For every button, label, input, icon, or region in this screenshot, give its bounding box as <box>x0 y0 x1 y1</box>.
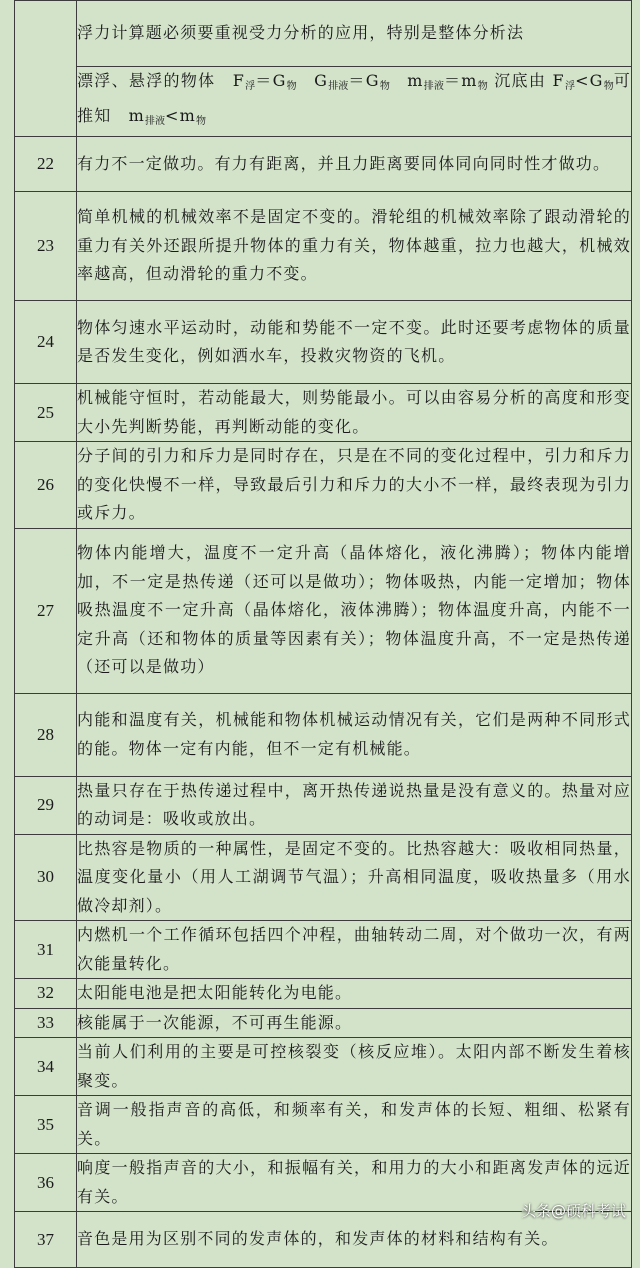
row-number: 25 <box>15 384 77 442</box>
table-row <box>15 693 632 776</box>
row-number: 37 <box>15 1212 77 1268</box>
table-row <box>15 301 632 384</box>
row-number: 28 <box>15 693 77 776</box>
row-number: 32 <box>15 979 77 1009</box>
row-number: 31 <box>15 921 77 979</box>
row-text: 内燃机一个工作循环包括四个冲程，曲轴转动二周，对个做功一次，有两次能量转化。 <box>77 921 632 979</box>
row-number: 26 <box>15 442 77 529</box>
row-text: 核能属于一次能源，不可再生能源。 <box>77 1008 632 1038</box>
buoyancy-formula-text: 漂浮、悬浮的物体 $F_浮=G_物$ $G_{排液}=G_物$ $m_{排液}=m_物$ 沉底由 $F_浮<G_物$可推知 $m_{排液}<m_物$ <box>77 67 632 137</box>
row-text: 简单机械的机械效率不是固定不变的。滑轮组的机械效率除了跟动滑轮的重力有关外还跟所提升物体的重力有关，物体越重，拉力也越大，机械效率越高，但动滑轮的重力不变。 <box>77 192 632 301</box>
row-number: 36 <box>15 1154 77 1212</box>
row-text: 浮力计算题必须要重视受力分析的应用，特别是整体分析法 <box>77 1 632 67</box>
row-number: 22 <box>15 137 77 192</box>
row-number: 27 <box>15 528 77 693</box>
row-text: 比热容是物质的一种属性，是固定不变的。比热容越大：吸收相同热量，温度变化量小（用人工湖调节气温）；升高相同温度，吸收热量多（用水做冷却剂）。 <box>77 834 632 921</box>
source-watermark <box>521 1200 626 1221</box>
row-number: 34 <box>15 1038 77 1096</box>
table-row <box>15 192 632 301</box>
table-row <box>15 384 632 442</box>
row-text: 响度一般指声音的大小，和振幅有关，和用力的大小和距离发声体的远近有关。 <box>77 1154 632 1212</box>
table-row <box>15 442 632 529</box>
row-text: 音调一般指声音的高低，和频率有关，和发声体的长短、粗细、松紧有关。 <box>77 1096 632 1154</box>
table-row <box>15 1038 632 1096</box>
table-row <box>15 1096 632 1154</box>
physics-notes-table <box>14 0 632 1268</box>
table-row <box>15 528 632 693</box>
row-text: 分子间的引力和斥力是同时存在，只是在不同的变化过程中，引力和斥力的变化快慢不一样，导致最后引力和斥力的大小不一样，最终表现为引力或斥力。 <box>77 442 632 529</box>
row-number: 35 <box>15 1096 77 1154</box>
table-row <box>15 1008 632 1038</box>
row-text: 机械能守恒时，若动能最大，则势能最小。可以由容易分析的高度和形变大小先判断势能，再判断动能的变化。 <box>77 384 632 442</box>
row-text: 物体匀速水平运动时，动能和势能不一定不变。此时还要考虑物体的质量是否发生变化，例如洒水车，投救灾物资的飞机。 <box>77 301 632 384</box>
row-text: 当前人们利用的主要是可控核裂变（核反应堆）。太阳内部不断发生着核聚变。 <box>77 1038 632 1096</box>
row-number: 30 <box>15 834 77 921</box>
row-number: 24 <box>15 301 77 384</box>
table-row <box>15 834 632 921</box>
table-row <box>15 67 632 137</box>
row-number: 23 <box>15 192 77 301</box>
table-row <box>15 776 632 834</box>
row-number <box>15 1 77 137</box>
table-row <box>15 921 632 979</box>
row-text: 热量只存在于热传递过程中，离开热传递说热量是没有意义的。热量对应的动词是：吸收或放出。 <box>77 776 632 834</box>
row-text: 太阳能电池是把太阳能转化为电能。 <box>77 979 632 1009</box>
row-text: 内能和温度有关，机械能和物体机械运动情况有关，它们是两种不同形式的能。物体一定有内能，但不一定有机械能。 <box>77 693 632 776</box>
watermark-text: 头条@硕科考试 <box>520 1202 626 1220</box>
row-text: 有力不一定做功。有力有距离，并且力距离要同体同向同时性才做功。 <box>77 137 632 192</box>
row-text: 物体内能增大，温度不一定升高（晶体熔化，液化沸腾）；物体内能增加，不一定是热传递（还可以是做功）；物体吸热，内能一定增加；物体吸热温度不一定升高（晶体熔化，液体沸腾）；物体温度升高，内能不一定升高（还和物体的质量等因素有关）；物体温度升高，不一定是热传递（还可以是做功） <box>77 528 632 693</box>
table-row <box>15 137 632 192</box>
table-row <box>15 979 632 1009</box>
table-row <box>15 1 632 67</box>
row-number: 29 <box>15 776 77 834</box>
row-text: 音色是用为区别不同的发声体的，和发声体的材料和结构有关。 <box>77 1212 632 1268</box>
row-number: 33 <box>15 1008 77 1038</box>
